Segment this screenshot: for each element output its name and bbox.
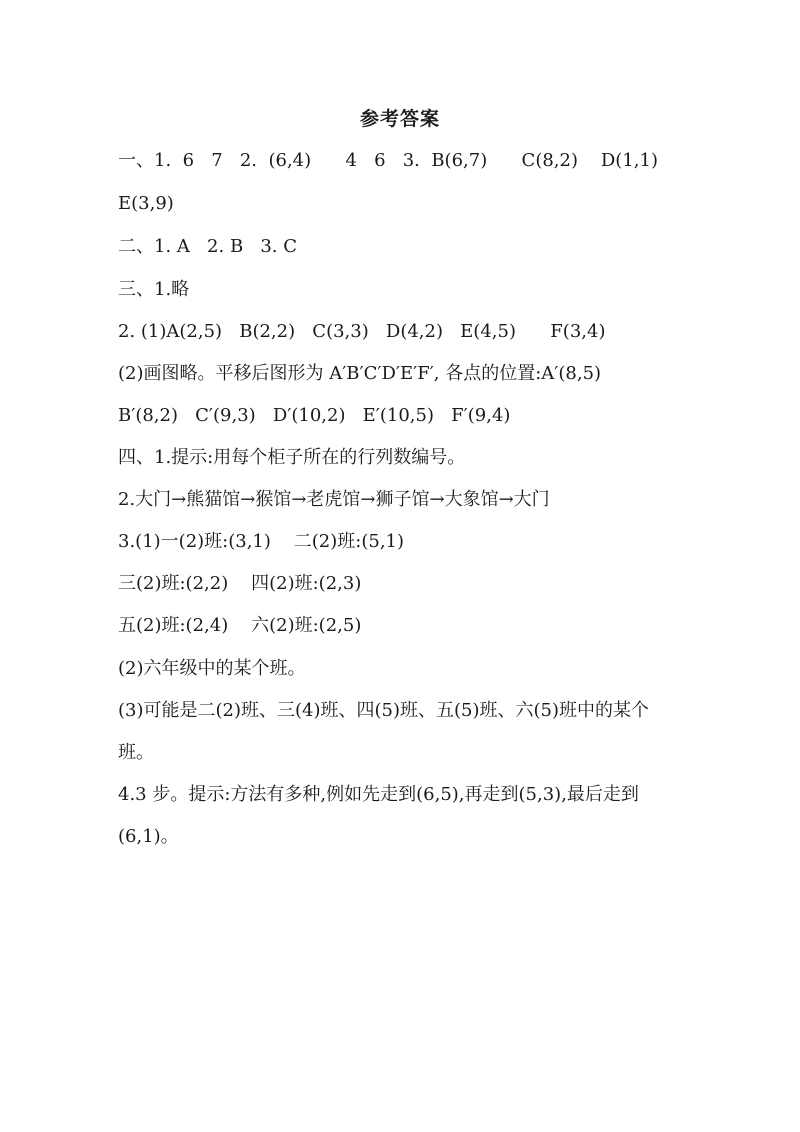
answer-line-4-2: 2.大门→熊猫馆→猴馆→老虎馆→狮子馆→大象馆→大门 (118, 489, 550, 510)
answer-line-4-3-1: 3.(1)一(2)班:(3,1) 二(2)班:(5,1) (118, 531, 405, 552)
answer-line-4-4: 4.3 步。提示:方法有多种,例如先走到(6,5),再走到(5,3),最后走到 (118, 784, 639, 805)
answer-line-section-1-cont: E(3,9) (118, 193, 174, 214)
answer-line-section-4: 四、1.提示:用每个柜子所在的行列数编号。 (118, 447, 466, 468)
answer-line-3-2-2: (2)画图略。平移后图形为 A′B′C′D′E′F′, 各点的位置:A′(8,5) (118, 363, 602, 384)
answer-line-4-3-1b: 三(2)班:(2,2) 四(2)班:(2,3) (118, 573, 362, 594)
answer-line-4-3-1c: 五(2)班:(2,4) 六(2)班:(2,5) (118, 615, 362, 636)
answer-line-section-1: 一、1. 6 7 2. (6,4) 4 6 3. B(6,7) C(8,2) D(1,1) (118, 150, 658, 171)
answer-line-3-2-1: 2. (1)A(2,5) B(2,2) C(3,3) D(4,2) E(4,5) F(3,4) (118, 321, 606, 342)
answer-line-3-2-2-cont: B′(8,2) C′(9,3) D′(10,2) E′(10,5) F′(9,4) (118, 405, 511, 426)
answer-line-4-3-3-cont: 班。 (118, 742, 154, 763)
answer-line-section-2: 二、1. A 2. B 3. C (118, 236, 298, 257)
answer-line-4-3-3: (3)可能是二(2)班、三(4)班、四(5)班、五(5)班、六(5)班中的某个 (118, 700, 649, 721)
answer-line-4-4-cont: (6,1)。 (118, 826, 179, 847)
answer-line-4-3-2: (2)六年级中的某个班。 (118, 658, 306, 679)
answer-line-section-3: 三、1.略 (118, 279, 190, 300)
page-title: 参考答案 (359, 108, 440, 130)
